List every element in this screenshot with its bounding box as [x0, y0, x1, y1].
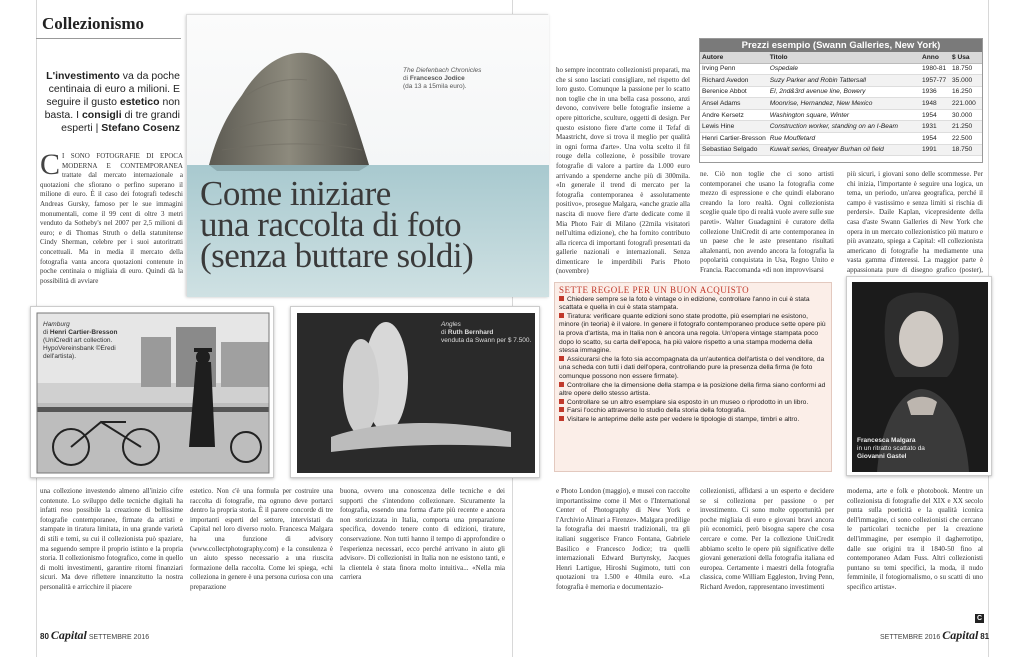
cell-year: 1954 — [920, 133, 950, 145]
hero-caption-author: Francesco Jodice — [409, 75, 465, 82]
header-anno: Anno — [920, 52, 950, 63]
table-row — [700, 75, 982, 87]
folio-left-date: SETTEMBRE 2016 — [88, 634, 150, 641]
bullet-icon — [559, 313, 564, 318]
drop-cap: C — [40, 148, 61, 181]
header-titolo: Titolo — [768, 52, 920, 63]
photo-hamburg-author: Henri Cartier-Bresson — [49, 329, 118, 336]
column-1-text: I SONO FOTOGRAFIE DI EPOCA MODERNA E CONTEMPORANEA trattate dal mercato internazionale a quotazioni che sfiorano o perfino superano il milione di euro. È il caso dei fotografi tedeschi Andreas Gursky, famoso per le sue immagini monumentali, come il 99 cent di oltre 3 metri venduto da Sotheby's nel 2007 per 2,5 milioni di euro; e di Thomas Struth o della statunitense Cindy Sherman, celebre per i suoi autoritratti concettuali. Ma in media il mercato della fotografia vanta ancora quotazioni contenute in poche centinaia o migliaia di euro. Quindi dà la possibilità di avviare — [40, 152, 183, 285]
column-6-bottom — [847, 487, 983, 622]
headline-line-1: Come iniziare — [200, 174, 391, 213]
bullet-icon — [559, 399, 564, 404]
table-row — [700, 121, 982, 133]
cell-author: Andre Kersetz — [700, 109, 768, 121]
cell-title: El, 2nd&3rd avenue line, Bowery — [768, 86, 920, 98]
cell-price: 18.750 — [950, 144, 982, 156]
rule-text: Visitare le anteprime delle aste per vedere le tipologie di stampe, timbri e altro. — [567, 415, 800, 423]
rule-text: Chiedere sempre se la foto è vintage o in edizione, controllare l'anno in cui è stata scattata e quella in cui è stata stampata. — [559, 295, 810, 312]
cell-title: Ospedale — [768, 63, 920, 75]
bullet-icon — [559, 296, 564, 301]
rule-text: Tiratura: verificare quante edizioni sono state prodotte, più esemplari ne esistono, minore (in teoria) è il valore. In genere il fotografo contemporaneo produce sette opere più la prova d'artista, ma in Italia non è ancora una regola. Un'opera vintage stampata poco dopo lo scatto, su carta dell'epoca, ha più valore rispetto a una stampa moderna della stessa immagine. — [559, 312, 826, 355]
column-3-bottom — [340, 487, 505, 622]
folio-left-page: 80 — [40, 632, 49, 641]
rule-item — [559, 399, 827, 408]
cell-price: 35.000 — [950, 75, 982, 87]
column-5-bottom — [700, 487, 834, 622]
photo-angles-caption — [441, 321, 533, 345]
photo-angles-note: venduta da Swann per $ 7.500. — [441, 337, 532, 344]
bullet-icon — [559, 382, 564, 387]
rule-item — [559, 296, 827, 313]
lede-text-2: non basta. I — [44, 96, 180, 121]
rule-text: Controllare se un altro esemplare sia esposto in un museo o riprodotto in un libro. — [567, 398, 809, 406]
rule-text: Controllare che la dimensione della stampa e la posizione della firma siano conformi ad altre opere dello stesso artista. — [559, 381, 826, 398]
cell-author: Irving Penn — [700, 63, 768, 75]
table-row — [700, 109, 982, 121]
cell-author: Berenice Abbot — [700, 86, 768, 98]
hero-caption-by: di — [403, 75, 410, 82]
cell-title: Suzy Parker and Robin Tattersall — [768, 75, 920, 87]
cell-price: 30.000 — [950, 109, 982, 121]
rule-item — [559, 407, 827, 416]
column-5-text: più sicuri, i giovani sono delle scommesse. Per chi inizia, l'importante è seguire una logica, un tema, un periodo, un'area geografica, perché il campo è vastissimo e senza limiti si rischia di perdersi». Daile Kaplan, vicepresidente della casa d'aste Swann Galleries di New York che opera in un mercato collezionistico più maturo e più avanzato, spiega a Capital: «Il collezionista americano di fotografie ha mediamente una vasta gamma d'interessi. La maggior parte è appassionata pure di disegno grafico (poster), — [847, 170, 983, 274]
cell-year: 1948 — [920, 98, 950, 110]
cell-title: Rue Mouffetard — [768, 133, 920, 145]
folio-right — [880, 628, 989, 643]
lede-keyword-estetico: estetico — [119, 96, 160, 108]
lede-keyword-consigli: consigli — [81, 109, 122, 121]
section-title: Collezionismo — [42, 14, 144, 33]
cell-author: Lewis Hine — [700, 121, 768, 133]
article-lede — [40, 70, 180, 135]
rules-box — [554, 282, 832, 472]
table-row — [700, 63, 982, 75]
end-mark-icon: C — [976, 615, 983, 622]
photo-hamburg-title: Hamburg — [43, 321, 70, 328]
cell-year: 1957-77 — [920, 75, 950, 87]
rule-item — [559, 313, 827, 356]
column-1-bottom-text: una collezione investendo almeno all'inizio cifre contenute. Lo sviluppo delle tecniche digitali ha infatti reso possibile la creazione di bellissime fotografie contemporanee, firmate da artisti e stampate in tiratura limitata, in una grande varietà di stili e temi, su cui il collezionista può spaziare, ma seguendo sempre il proprio istinto e la propria storia. Il collezionismo fotografico, come in quello di molti investimenti, garantire ritorni finanziari sicuri. Ma deve riflettere innanzitutto la nostra personalità e arricchire il piacere — [40, 487, 183, 591]
lede-keyword-investimento: L'investimento — [46, 70, 120, 82]
headline-line-2: una raccolta di foto — [200, 205, 462, 244]
price-table — [700, 52, 982, 156]
column-3-bottom-text: buona, ovvero una conoscenza delle tecniche e dei supporti che s'intendono collezionare. Sicuramente la fotografia, essendo una forma d'arte più recente e ancora non storicizzata in Italia, comporta una preparazione specifica, dovendo tenere conto di edizioni, tirature, conservazione. Non tutti hanno il tempo di approfondire o l'esperienza necessari, ecco perché arrivano in aiuto gli advisor». Di collezionisti in Italia non ne esistono tanti, e la clientela è stata finora molto intuitiva... «Nella mia carriera — [340, 487, 505, 582]
hero-caption-title: The Diefenbach Chronicles — [403, 67, 482, 74]
column-5-bottom-text: collezionisti, affidarsi a un esperto e decidere se si colleziona per passione o per investimento. Ci sono molte opportunità per poche migliaia di euro e giovani bravi ancora più economici, però bisogna sapere che cosa cercare e come. Per la collezione UniCredit abbiamo scelto le opere più significative delle giovani generazioni della fotografia italiana ed europea. Certamente i maestri della fotografia classica, come William Eggleston, Irving Penn, Richard Avedon, rappresentano investimenti — [700, 487, 834, 591]
cell-price: 22.500 — [950, 133, 982, 145]
column-6-bottom-text: moderna, arte e folk e photobook. Mentre un collezionista di fotografie del XIX e XX secolo punta sulla poeticità e la qualità iconica dell'immagine, ci sono collezionisti che cercano le particolari tecniche per la creazione dell'immagine, per esempio il dagherrotipo, dalle sue origini tra il 1840-50 fino al contemporaneo Adam Fuss. Altri collezionisti puntano su temi specifici, la moda, il nudo femminile, il fotogiornalismo, o su scatti di uno specifico artista». — [847, 487, 983, 591]
column-2-bottom-text: estetico. Non c'è una formula per costruire una raccolta di fotografie, ma ognuno deve portarci dentro la propria storia. È il parere concorde di tre importanti esperti del settore, intervistati da Capital nel loro diverso ruolo. Francesca Malgara ha una funzione di advisory (www.collectphotography.com) e la consulenza è un aiuto spesso necessario a una riuscita formazione della raccolta. Come lei spiega, «chi colleziona in genere è una persona curiosa con una preparazione — [190, 487, 333, 591]
article-headline — [200, 174, 540, 275]
photo-angles-title: Angles — [441, 321, 461, 328]
photo-hamburg-by: di — [43, 329, 50, 336]
header-usd: $ Usa — [950, 52, 982, 63]
section-divider — [36, 38, 181, 39]
cell-year: 1931 — [920, 121, 950, 133]
photo-angles-frame — [290, 306, 540, 478]
bullet-icon — [559, 407, 564, 412]
rule-text: Farsi l'occhio attraverso lo studio della storia della fotografia. — [567, 407, 746, 415]
column-3-text: ho sempre incontrato collezionisti preparati, ma che si sono lasciati consigliare, nel rispetto del loro gusto. Comunque la passione per lo scatto non toglie che in una bella casa possono, anzi devono, convivere belle fotografie insieme a opere pittoriche, sculture, oggetti di design. Per questo esistono fiere d'arte come il Tefaf di Maastricht, dove si trova il meglio per qualità in ogni forma d'arte». Una volta scelto il fil rouge della collezione, è possibile trovare fotografie di valore a partire da 1.000 euro arrivando a spenderne anche più di 300mila. «In generale il trend di mercato per la fotografia contemporanea è assolutamente positivo», prosegue Malgara, «anche grazie alla nascita di nuove fiere d'arte dedicate come il Mia Photo Fair di Milano (22mila visitatori nell'ultima edizione), che ha fornito contributo alla ricerca di importanti fotografi presentati da gallerie nazionali e internazionali. Senza dimenticare le imperdibili Paris Photo (novembre) — [556, 66, 690, 276]
cell-title: Moonrise, Hernandez, New Mexico — [768, 98, 920, 110]
hero-caption — [403, 67, 513, 91]
bullet-icon — [559, 356, 564, 361]
rule-item — [559, 416, 827, 425]
bullet-icon — [559, 416, 564, 421]
photo-portrait-author: Giovanni Gastel — [857, 453, 907, 460]
price-examples-box — [699, 38, 983, 163]
table-row — [700, 86, 982, 98]
cell-year: 1991 — [920, 144, 950, 156]
folio-right-date: SETTEMBRE 2016 — [880, 634, 941, 641]
table-row — [700, 98, 982, 110]
cell-author: Ansel Adams — [700, 98, 768, 110]
hero-caption-price: (da 13 a 15mila euro). — [403, 83, 467, 90]
table-row — [700, 144, 982, 156]
column-4-bottom-text: e Photo London (maggio), e musei con raccolte importantissime come il Met o l'International Center of Photography di New York e l'Archivio Alinari a Firenze». Malgara predilige la fotografia dei maestri tradizionali, tra gli italiani suggerisce Franco Fontana, Gabriele Basilico e Francesco Jodice; tra quelli internazionali Edward Burtynsky, Jacques Henri Lartigue, Hiroshi Sugimoto, tutti con quotazioni tra 1.500 e 40mila euro. «La fotografia è memoria e documentazio- — [556, 487, 690, 591]
photo-portrait-name: Francesca Malgara — [857, 437, 916, 444]
cell-author: Richard Avedon — [700, 75, 768, 87]
rule-item — [559, 356, 827, 382]
column-1-top — [40, 148, 183, 300]
folio-right-page: 81 — [980, 632, 990, 641]
cell-year: 1980-81 — [920, 63, 950, 75]
lede-author: Stefano Cosenz — [101, 122, 180, 134]
rule-text: Assicurarsi che la foto sia accompagnata da un'autentica dell'artista o del venditore, da una scheda con tutti i dati dell'opera, controllando pure la presenza della firma (le foto comunque possono non essere firmate). — [559, 355, 825, 380]
column-5-top — [847, 170, 983, 278]
photo-hamburg-note: (UniCredit art collection. HypoVereinsbank ©Eredi dell'artista). — [43, 337, 116, 360]
column-3-top — [556, 66, 690, 298]
column-4-top — [700, 170, 834, 278]
cell-year: 1936 — [920, 86, 950, 98]
column-4-bottom — [556, 487, 690, 622]
lede-text-3: di tre grandi esperti | — [61, 109, 180, 134]
cell-price: 21.250 — [950, 121, 982, 133]
price-box-title: Prezzi esempio (Swann Galleries, New York) — [700, 39, 982, 52]
cell-title: Kuwait series, Greatyer Burhan oil field — [768, 144, 920, 156]
folio-left-brand: Capital — [50, 628, 87, 642]
photo-portrait-note: in un ritratto scattato da — [857, 445, 925, 452]
folio-right-brand: Capital — [942, 628, 979, 642]
column-1-bottom — [40, 487, 183, 622]
photo-portrait-caption — [857, 437, 947, 461]
cell-title: Construction worker, standing on an I-Beam — [768, 121, 920, 133]
photo-hamburg-frame — [30, 306, 274, 478]
rules-title: SETTE REGOLE PER UN BUON ACQUISTO — [559, 285, 750, 295]
lede-text-1: va da poche centinaia di euro a milioni. E seguire il gusto — [46, 70, 180, 108]
photo-portrait-frame — [846, 276, 992, 476]
table-row — [700, 133, 982, 145]
column-2-bottom — [190, 487, 333, 622]
cell-price: 16.250 — [950, 86, 982, 98]
cell-price: 221.000 — [950, 98, 982, 110]
cell-price: 18.750 — [950, 63, 982, 75]
cell-author: Henri Cartier-Bresson — [700, 133, 768, 145]
column-4-text: ne. Ciò non toglie che ci sono artisti contemporanei che usano la fotografia come mezzo di espressione e che quindi elaborano creando la loro realtà. Ogni collezionista sceglie quale tipo di realtà vuole avere sulle sue pareti». Walter Guadagnini è curatore della collezione UniCredit di arte contemporanea in un paese che le aste presentano risultati altalenanti, non avendo ancora la fotografia la popolarità conquistata in Usa, Regno Unito e Francia. Raccomanda «di non improvvisarsi — [700, 170, 834, 274]
folio-left — [40, 628, 149, 643]
headline-line-3: (senza buttare soldi) — [200, 236, 474, 275]
cell-title: Washington square, Winter — [768, 109, 920, 121]
photo-hamburg-caption — [43, 321, 137, 361]
header-autore: Autore — [700, 52, 768, 63]
photo-angles-author: Ruth Bernhard — [447, 329, 494, 336]
photo-angles-by: di — [441, 329, 448, 336]
cell-author: Sebastiao Selgado — [700, 144, 768, 156]
price-table-header — [700, 52, 982, 63]
rule-item — [559, 382, 827, 399]
cell-year: 1954 — [920, 109, 950, 121]
